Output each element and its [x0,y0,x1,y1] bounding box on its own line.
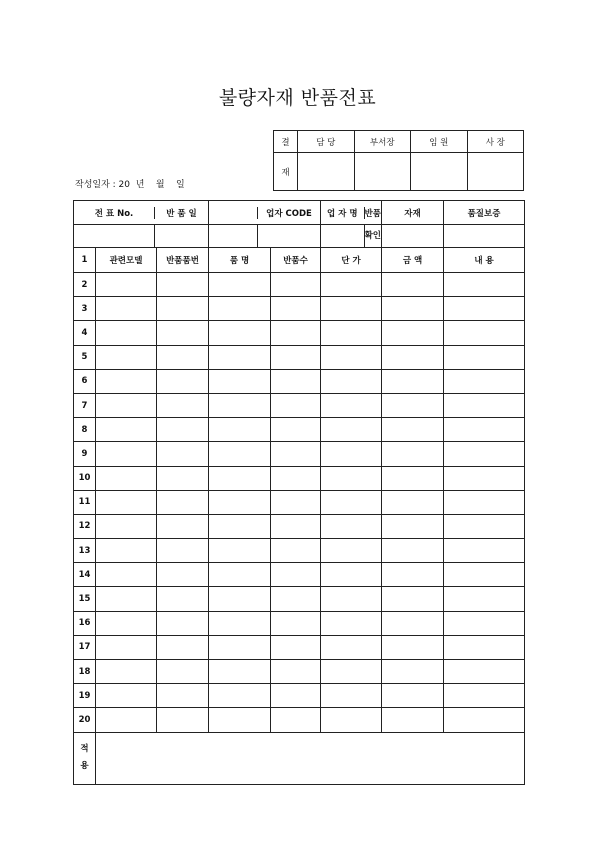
remark-label-bottom: 용 [80,761,89,772]
slip-no-label: 전 표 No. [94,208,134,219]
column-header: 금 액 [382,248,444,273]
date-field: 작성일자 : 20 년 월 일 [75,180,185,190]
approval-side-label-top: 결 [274,131,298,153]
table-cell[interactable] [382,418,444,442]
table-cell[interactable] [444,490,525,514]
table-row [74,345,525,369]
table-cell[interactable] [382,490,444,514]
table-cell[interactable] [382,587,444,611]
table-cell[interactable] [382,514,444,538]
table-row [74,369,525,393]
table-cell[interactable] [382,708,444,732]
row-number: 3 [74,297,96,321]
table-cell[interactable] [96,442,157,466]
table-cell[interactable] [157,273,209,297]
page-title: 불량자재 반품전표 [218,87,377,109]
approval-sign-cell[interactable] [298,153,355,191]
row-number: 20 [74,708,96,732]
return-label: 반품 [364,208,382,219]
table-cell[interactable] [209,684,271,708]
table-cell[interactable] [321,490,382,514]
table-cell[interactable] [444,611,525,635]
table-cell[interactable] [96,611,157,635]
table-cell[interactable] [157,418,209,442]
table-cell[interactable] [321,708,382,732]
column-header-row [74,248,525,273]
table-cell[interactable] [96,393,157,417]
table-cell[interactable] [271,563,321,587]
material-header: 자재 [382,201,444,225]
table-cell[interactable] [444,297,525,321]
table-row [74,587,525,611]
table-cell[interactable] [444,442,525,466]
column-header: 반품품번 [157,248,209,273]
vendor-name-header [321,201,382,225]
table-cell[interactable] [321,442,382,466]
table-cell[interactable] [209,611,271,635]
table-cell[interactable] [96,539,157,563]
table-cell[interactable] [444,345,525,369]
table-cell[interactable] [321,393,382,417]
remark-row [74,732,525,784]
vendor-name-label: 업 자 명 [327,208,358,219]
table-row [74,635,525,659]
table-cell[interactable] [382,369,444,393]
vendor-code-input[interactable] [257,225,320,247]
table-cell[interactable] [209,660,271,684]
table-cell[interactable] [271,418,321,442]
material-confirm-cell[interactable] [382,225,444,248]
table-cell[interactable] [209,369,271,393]
table-row [74,321,525,345]
table-row [74,539,525,563]
table-cell[interactable] [96,490,157,514]
approval-side-label-bottom: 재 [274,153,298,191]
table-cell[interactable] [157,708,209,732]
table-cell[interactable] [321,369,382,393]
row-number: 14 [74,563,96,587]
table-cell[interactable] [271,708,321,732]
table-cell[interactable] [321,587,382,611]
table-cell[interactable] [271,466,321,490]
row-number: 17 [74,635,96,659]
table-cell[interactable] [96,563,157,587]
table-row [74,708,525,732]
column-header: 반품수 [271,248,321,273]
table-cell[interactable] [157,514,209,538]
vendor-code-label: 업자 CODE [257,207,320,219]
row-number: 7 [74,393,96,417]
table-cell[interactable] [157,563,209,587]
table-cell[interactable] [96,684,157,708]
table-cell[interactable] [321,321,382,345]
table-cell[interactable] [321,297,382,321]
table-cell[interactable] [321,539,382,563]
row-number: 16 [74,611,96,635]
table-cell[interactable] [209,563,271,587]
table-row [74,297,525,321]
table-cell[interactable] [444,418,525,442]
table-cell[interactable] [382,321,444,345]
approval-box [273,130,524,191]
approval-sign-cell[interactable] [467,153,524,191]
row-number: 1 [74,248,96,273]
table-cell[interactable] [321,466,382,490]
table-cell[interactable] [157,321,209,345]
table-cell[interactable] [209,708,271,732]
column-header: 품 명 [209,248,271,273]
row-number: 8 [74,418,96,442]
table-cell[interactable] [96,466,157,490]
table-cell[interactable] [157,635,209,659]
table-cell[interactable] [321,345,382,369]
table-cell[interactable] [271,490,321,514]
table-cell[interactable] [321,273,382,297]
table-row [74,611,525,635]
table-cell[interactable] [96,273,157,297]
table-cell[interactable] [382,539,444,563]
table-cell[interactable] [209,393,271,417]
table-cell[interactable] [209,273,271,297]
table-cell[interactable] [444,273,525,297]
return-slip-table [73,200,525,785]
row-number: 19 [74,684,96,708]
row-number: 9 [74,442,96,466]
table-cell[interactable] [444,635,525,659]
table-cell[interactable] [157,490,209,514]
approval-role: 임 원 [411,131,468,153]
table-cell[interactable] [444,466,525,490]
table-cell[interactable] [157,539,209,563]
table-cell[interactable] [271,611,321,635]
table-cell[interactable] [382,611,444,635]
table-cell[interactable] [96,660,157,684]
table-cell[interactable] [96,708,157,732]
row-number: 5 [74,345,96,369]
remark-label [74,732,96,784]
return-date-label: 반 품 일 [154,207,208,219]
table-cell[interactable] [444,660,525,684]
column-header: 단 가 [321,248,382,273]
approval-role: 부서장 [354,131,411,153]
table-cell[interactable] [271,393,321,417]
approval-sign-cell[interactable] [411,153,468,191]
table-cell[interactable] [271,321,321,345]
table-row [74,418,525,442]
table-cell[interactable] [209,297,271,321]
table-cell[interactable] [271,297,321,321]
confirm-label: 확인 [364,225,381,247]
table-cell[interactable] [209,418,271,442]
table-cell[interactable] [209,635,271,659]
table-cell[interactable] [444,587,525,611]
table-cell[interactable] [321,684,382,708]
table-row [74,563,525,587]
table-cell[interactable] [271,514,321,538]
table-cell[interactable] [157,684,209,708]
table-cell[interactable] [157,660,209,684]
table-cell[interactable] [271,442,321,466]
table-row [74,660,525,684]
qa-header: 품질보증 [444,201,525,225]
table-row [74,393,525,417]
table-row [74,490,525,514]
remark-label-top: 적 [80,744,89,755]
table-cell[interactable] [444,684,525,708]
table-cell[interactable] [321,514,382,538]
table-cell[interactable] [96,321,157,345]
table-cell[interactable] [157,369,209,393]
table-cell[interactable] [271,345,321,369]
row-number: 4 [74,321,96,345]
table-cell[interactable] [382,345,444,369]
table-cell[interactable] [209,514,271,538]
row-number: 6 [74,369,96,393]
approval-sign-cell[interactable] [354,153,411,191]
table-row [74,273,525,297]
table-cell[interactable] [271,273,321,297]
row-number: 18 [74,660,96,684]
vendor-code-header [209,201,321,225]
table-cell[interactable] [157,442,209,466]
table-cell[interactable] [271,635,321,659]
table-cell[interactable] [157,611,209,635]
remark-input[interactable] [96,732,525,784]
table-cell[interactable] [382,684,444,708]
table-cell[interactable] [382,273,444,297]
table-cell[interactable] [382,393,444,417]
table-cell[interactable] [321,418,382,442]
table-cell[interactable] [321,660,382,684]
table-cell[interactable] [382,660,444,684]
table-cell[interactable] [96,345,157,369]
table-cell[interactable] [209,442,271,466]
table-row [74,684,525,708]
table-cell[interactable] [444,539,525,563]
table-cell[interactable] [271,539,321,563]
table-cell[interactable] [96,418,157,442]
row-number: 15 [74,587,96,611]
table-cell[interactable] [382,297,444,321]
table-cell[interactable] [157,345,209,369]
table-cell[interactable] [157,393,209,417]
table-cell[interactable] [444,708,525,732]
table-cell[interactable] [209,587,271,611]
table-cell[interactable] [444,393,525,417]
table-cell[interactable] [209,321,271,345]
table-cell[interactable] [157,297,209,321]
slip-no-header [74,201,209,225]
table-cell[interactable] [209,490,271,514]
table-cell[interactable] [209,345,271,369]
table-cell[interactable] [382,635,444,659]
table-cell[interactable] [96,514,157,538]
column-header: 내 용 [444,248,525,273]
table-cell[interactable] [444,321,525,345]
row-number: 11 [74,490,96,514]
table-cell[interactable] [271,369,321,393]
table-cell[interactable] [209,539,271,563]
qa-confirm-cell[interactable] [444,225,525,248]
table-cell[interactable] [96,635,157,659]
table-cell[interactable] [382,466,444,490]
row-number: 12 [74,514,96,538]
table-cell[interactable] [96,297,157,321]
return-date-input[interactable] [154,225,208,247]
table-cell[interactable] [271,660,321,684]
table-cell[interactable] [321,611,382,635]
table-cell[interactable] [157,466,209,490]
slip-no-input[interactable] [74,225,154,247]
table-cell[interactable] [444,563,525,587]
table-cell[interactable] [209,466,271,490]
table-cell[interactable] [96,369,157,393]
table-row [74,442,525,466]
column-header: 관련모델 [96,248,157,273]
table-cell[interactable] [382,563,444,587]
table-row [74,466,525,490]
table-cell[interactable] [444,514,525,538]
table-cell[interactable] [157,587,209,611]
table-row [74,514,525,538]
table-cell[interactable] [444,369,525,393]
table-cell[interactable] [382,442,444,466]
table-cell[interactable] [96,587,157,611]
table-cell[interactable] [271,684,321,708]
table-cell[interactable] [321,635,382,659]
row-number: 10 [74,466,96,490]
row-number: 13 [74,539,96,563]
approval-role: 사 장 [467,131,524,153]
table-cell[interactable] [271,587,321,611]
approval-role: 담 당 [298,131,355,153]
table-cell[interactable] [321,563,382,587]
row-number: 2 [74,273,96,297]
